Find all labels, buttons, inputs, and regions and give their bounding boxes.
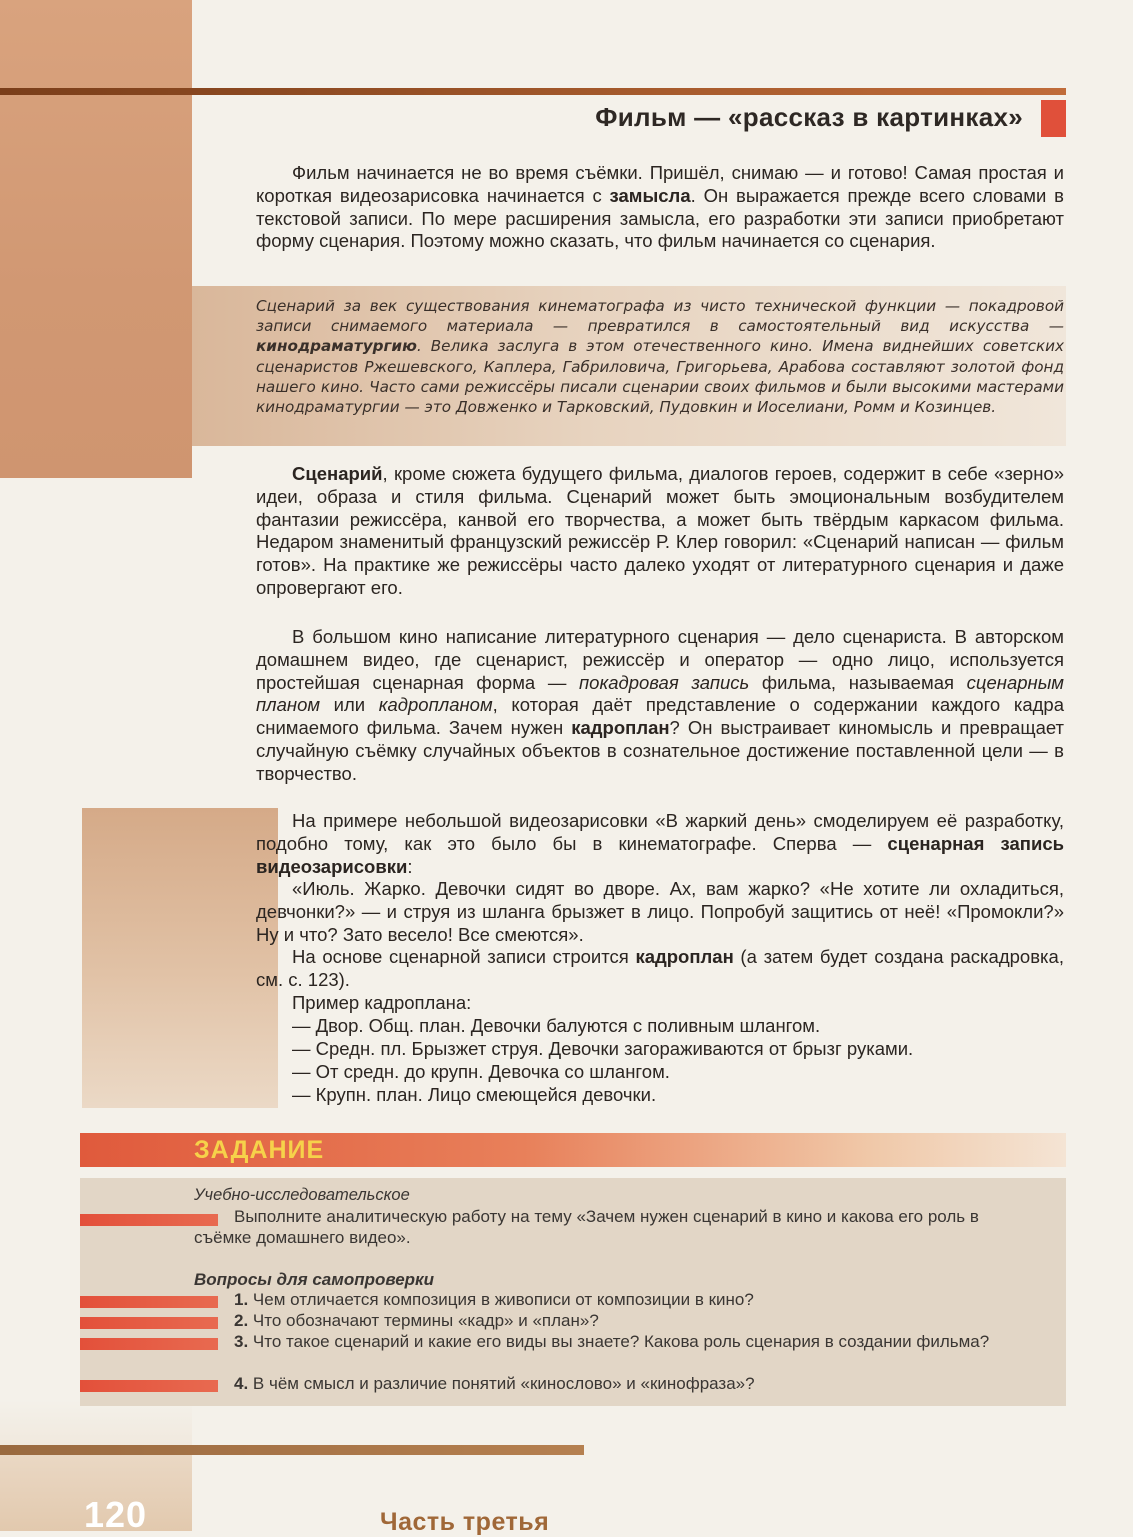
p4-text-c: :	[407, 855, 413, 877]
shot-2-text: — Средн. пл. Брызжет струя. Девочки загораживаются от брызг руками.	[292, 1038, 914, 1059]
insert-text-a: Сценарий за век существования кинематографа из чисто технической функции — покадровой записи снимаемого материала — превратился в самостоятельный вид искусства —	[256, 297, 1064, 336]
p3-text-g: , которая даёт представление о содержании каждого кадра снимаемого фильма. Зачем нужен	[256, 694, 1064, 739]
paragraph-intro	[256, 162, 1064, 253]
page-title: Фильм — «рассказ в картинках»	[595, 102, 1023, 132]
section-name: Часть третья	[380, 1508, 550, 1536]
p4-term: сценарная запись видеозарисовки	[256, 832, 1064, 877]
paragraph-script-quote	[256, 878, 1064, 946]
p2-term: Сценарий	[292, 463, 383, 484]
shot-1-text: — Двор. Общ. план. Девочки балуются с поливным шлангом.	[292, 1015, 821, 1036]
p1-term: замысла	[609, 184, 691, 206]
insert-text-c: . Велика заслуга в этом отечественного кино. Имена виднейших советских сценаристов Ржешевского, Каплера, Габриловича, Григорьева, Арабова составляют золотой фонд нашего кино. Часто сами режиссёры писали сценарии своих фильмов и были высокими мастерами кинодраматургии — это Довженко и Тарковский, Пудовкин и Иоселиани, Ромм и Козинцев.	[256, 337, 1064, 417]
p3-term: кадроплан	[571, 717, 670, 739]
research-heading: Учебно-исследовательское	[194, 1186, 410, 1204]
question-3-num: 3.	[234, 1332, 249, 1351]
bottom-rule	[0, 1445, 584, 1455]
questions-heading: Вопросы для самопроверки	[194, 1270, 435, 1289]
shot-item	[256, 1038, 1064, 1061]
question-item	[194, 1374, 1034, 1395]
top-rule	[0, 88, 1066, 95]
side-decor-block	[82, 808, 278, 1108]
p6-term: кадроплан	[635, 946, 734, 967]
p3-italic-3: кадропланом	[378, 694, 493, 716]
question-item	[194, 1311, 1034, 1332]
p3-text-i: ? Он выстраивает киномысль и превращает случайную съёмку случайных объектов в сознательное достижение поставленной цели — в творчество.	[256, 717, 1065, 784]
page-number: 120	[84, 1494, 148, 1535]
p1-text-a: Фильм начинается не во время съёмки. Пришёл, снимаю — и готово! Самая простая и короткая видеозарисовка начинается с	[256, 162, 1064, 206]
research-text	[194, 1207, 1034, 1248]
title-accent-bar	[1041, 100, 1066, 137]
insert-term: кинодраматургию	[256, 337, 417, 356]
p3-text-e: или	[320, 694, 379, 716]
question-1-num: 1.	[234, 1290, 249, 1309]
p6-text-a: На основе сценарной записи строится	[292, 946, 636, 967]
question-4-num: 4.	[234, 1374, 249, 1393]
paragraph-kadroplan	[256, 946, 1064, 992]
question-item	[194, 1332, 1034, 1353]
p2-text: , кроме сюжета будущего фильма, диалогов героев, содержит в себе «зерно» идеи, образа и стиля фильма. Сценарий может быть эмоциональным возбудителем фантазии режиссёра, канвой его творчества, а может быть твёрдым каркасом фильма. Недаром знаменитый французский режиссёр Р. Клер говорил: «Сценарий написан — фильм готов». На практике же режиссёры часто далеко уходят от литературного сценария и даже опровергают его.	[256, 463, 1064, 598]
question-4-text: В чём смысл и различие понятий «кинослово» и «кинофраза»?	[252, 1374, 755, 1393]
example-label	[256, 992, 1064, 1015]
p1-text-c: . Он выражается прежде всего словами в текстовой записи. По мере расширения замысла, его разработки эти записи приобретают форму сценария. Поэтому можно сказать, что фильм начинается со сценария.	[256, 184, 1064, 252]
shot-3-text: — От средн. до крупн. Девочка со шлангом.	[292, 1061, 670, 1082]
p5-text: «Июль. Жарко. Девочки сидят во дворе. Ах, вам жарко? «Не хотите ли охладиться, девчонки?» — и струя из шланга брызжет в лицо. Попробуй защитись от неё! «Промокли?» Ну и что? Зато весело! Все смеются».	[256, 878, 1064, 945]
p3-italic-2: сценарным планом	[256, 671, 1064, 716]
task-label: ЗАДАНИЕ	[194, 1136, 325, 1164]
question-1-text: Чем отличается композиция в живописи от композиции в кино?	[252, 1290, 754, 1309]
shot-item	[256, 1084, 1064, 1107]
paragraph-example-intro	[256, 810, 1064, 878]
question-2-text: Что обозначают термины «кадр» и «план»?	[252, 1311, 599, 1330]
paragraph-big-cinema	[256, 626, 1064, 786]
question-item	[194, 1290, 1034, 1311]
left-decor-block	[0, 0, 192, 478]
example-label-text: Пример кадроплана:	[292, 992, 472, 1013]
p3-italic-1: покадровая запись	[579, 671, 750, 693]
insert-note	[256, 296, 1064, 417]
p3-text-c: фильма, называемая	[749, 671, 967, 693]
shot-item	[256, 1061, 1064, 1084]
shot-4-text: — Крупн. план. Лицо смеющейся девочки.	[292, 1084, 657, 1105]
research-text-body: Выполните аналитическую работу на тему «Зачем нужен сценарий в кино и какова его роль в съёмке домашнего видео».	[194, 1207, 979, 1247]
paragraph-scenario	[256, 463, 1064, 600]
p6-text-c: (а затем будет создана раскадровка, см. с. 123).	[256, 946, 1064, 990]
p3-text-a: В большом кино написание литературного сценария — дело сценариста. В авторском домашнем видео, где сценарист, режиссёр и оператор — одно лицо, используется простейшая сценарная форма —	[256, 626, 1064, 693]
question-3-text: Что такое сценарий и какие его виды вы знаете? Какова роль сценария в создании фильма?	[252, 1332, 990, 1351]
question-2-num: 2.	[234, 1311, 249, 1330]
p4-text-a: На примере небольшой видеозарисовки «В жаркий день» смоделируем её разработку, подобно тому, как это было бы в кинематографе. Сперва —	[256, 810, 1064, 854]
shot-item	[256, 1015, 1064, 1038]
